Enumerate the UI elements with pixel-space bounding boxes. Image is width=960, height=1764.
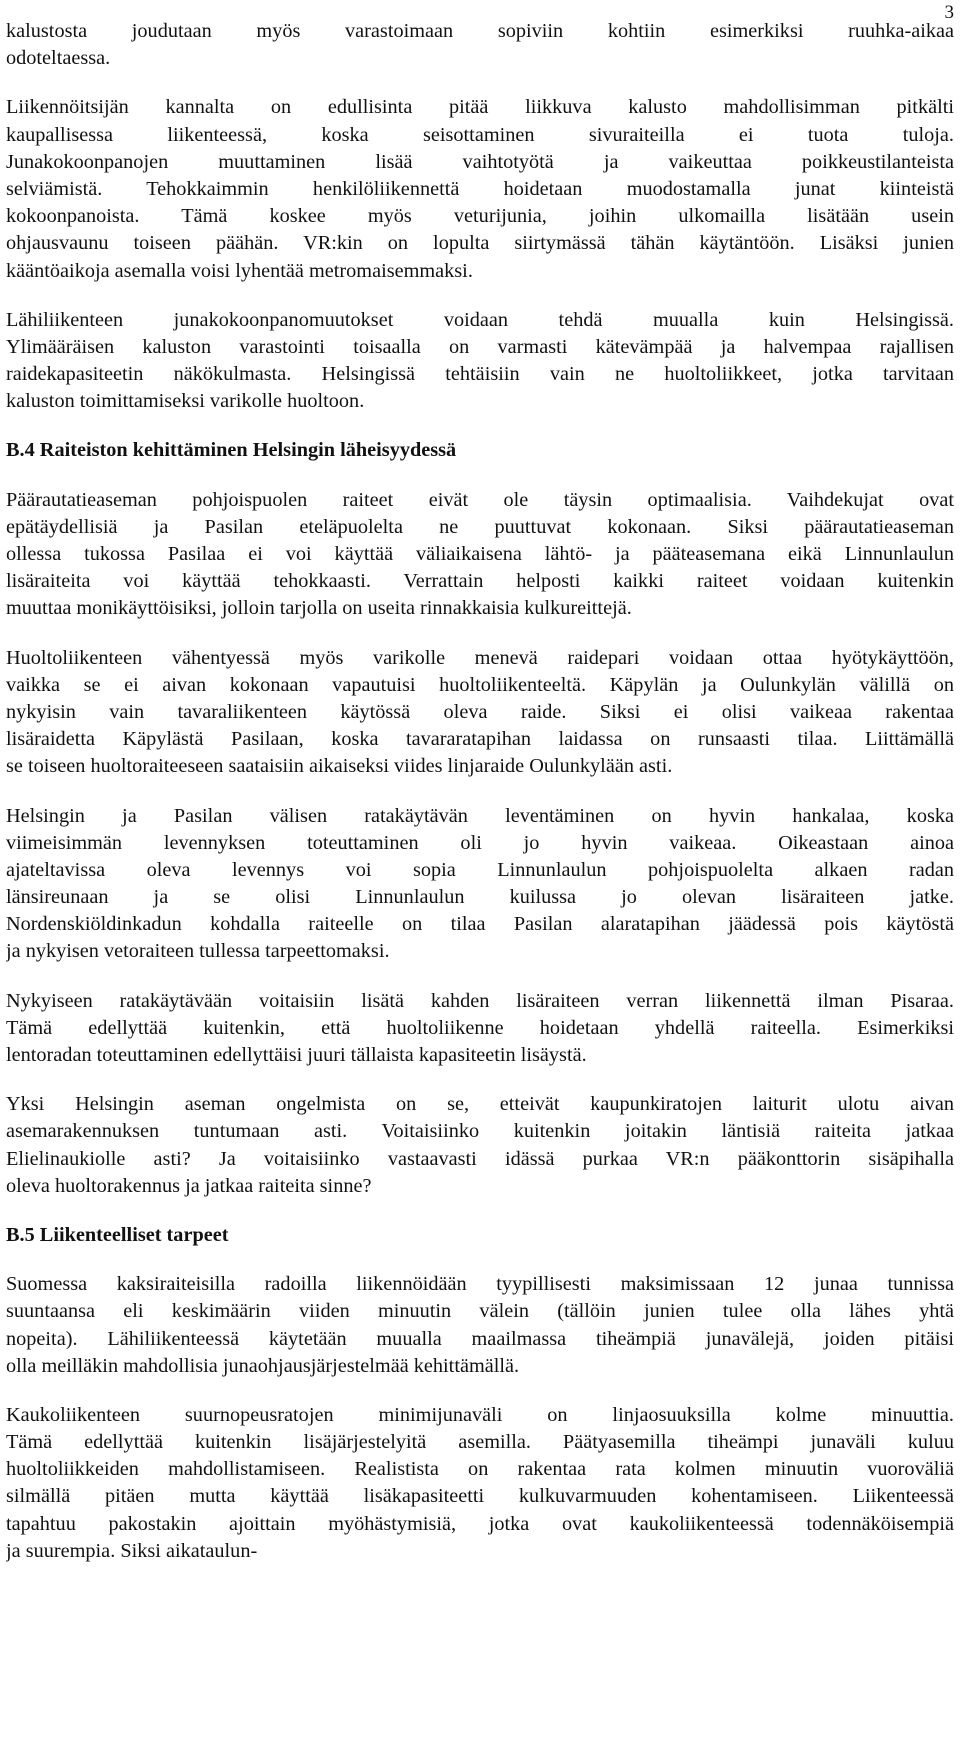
text-line: lisäraidetta Käpylästä Pasilaan, koska tavararatapihan laidassa on runsaasti tilaa. Liittämällä [6,728,954,751]
text-line: länsireunaan ja se olisi Linnunlaulun kuilussa jo olevan lisäraiteen jatke. [6,886,954,909]
paragraph [6,307,954,416]
paragraph-gap [6,1249,954,1271]
paragraph-gap [6,465,954,487]
paragraph-gap [6,1069,954,1091]
text-line: raidekapasiteetin näkökulmasta. Helsingissä tehtäisiin vain ne huoltoliikkeet, jotka tarvitaan [6,363,954,386]
paragraph [6,1402,954,1565]
text-line: kokoonpanoista. Tämä koskee myös veturijunia, joihin ulkomailla lisätään usein [6,205,954,228]
paragraph-gap [6,966,954,988]
text-line: Junakokoonpanojen muuttaminen lisää vaihtotyötä ja vaikeuttaa poikkeustilanteista [6,150,954,173]
text-line: ja suurempia. Siksi aikataulun- [6,1539,258,1562]
paragraph-gap [6,285,954,307]
text-line: Nordenskiöldinkadun kohdalla raiteelle on tilaa Pasilan alaratapihan jäädessä pois käytöstä [6,913,954,936]
text-line: Liikennöitsijän kannalta on edullisinta pitää liikkuva kalusto mahdollisimman pitkälti [6,96,954,119]
text-line: ajateltavissa oleva levennys voi sopia Linnunlaulun pohjoispuolelta alkaen radan [6,858,954,881]
text-line: Helsingin ja Pasilan välisen ratakäytävän leventäminen on hyvin hankalaa, koska [6,804,954,827]
text-line: viimeisimmän levennyksen toteuttaminen oli jo hyvin vaikeaa. Oikeastaan ainoa [6,831,954,854]
paragraph [6,645,954,781]
text-line: ja nykyisen vetoraiteen tullessa tarpeettomaksi. [6,940,390,963]
text-line: Nykyiseen ratakäytävään voitaisiin lisätä kahden lisäraiteen verran liikennettä ilman Pisaraa. [6,989,954,1012]
text-line: vaikka se ei aivan kokonaan vapautuisi huoltoliikenteeltä. Käpylän ja Oulunkylän välillä on [6,673,954,696]
text-line: muuttaa monikäyttöisiksi, jolloin tarjolla on useita rinnakkaisia kulkureittejä. [6,597,632,620]
text-line: Tämä edellyttää kuitenkin lisäjärjestelyitä asemilla. Päätyasemilla tiheämpi junaväli kuluu [6,1431,954,1454]
text-line: lisäraiteita voi käyttää tehokkaasti. Verrattain helposti kaikki raiteet voidaan kuitenkin [6,570,954,593]
text-line: kalustosta joudutaan myös varastoimaan sopiviin kohtiin esimerkiksi ruuhka-aikaa [6,20,954,42]
paragraph [6,803,954,966]
page-number: 3 [944,2,954,23]
section-heading: B.4 Raiteiston kehittäminen Helsingin läheisyydessä [6,439,457,462]
paragraph [6,18,954,72]
text-line: Huoltoliikenteen vähentyessä myös varikolle menevä raidepari voidaan ottaa hyötykäyttöön, [6,646,954,669]
paragraph [6,988,954,1070]
text-line: huoltoliikkeiden mahdollistamiseen. Realistista on rakentaa rata kolmen minuutin vuoroväliä [6,1458,954,1481]
text-line: Kaukoliikenteen suurnopeusratojen minimijunaväli on linjaosuuksilla kolme minuuttia. [6,1403,954,1426]
text-line: kääntöaikoja asemalla voisi lyhentää metromaisemmaksi. [6,259,473,282]
paragraph-gap [6,623,954,645]
text-line: Ylimääräisen kaluston varastointi toisaalla on varmasti kätevämpää ja halvempaa rajallisen [6,335,954,358]
text-line: Elielinaukiolle asti? Ja voitaisiinko vastaavasti idässä purkaa VR:n pääkonttorin sisäpihalla [6,1147,954,1170]
text-line: asemarakennuksen tuntumaan asti. Voitaisiinko kuitenkin joitakin läntisiä raiteita jatkaa [6,1120,954,1143]
paragraph [6,1271,954,1380]
paragraph-gap [6,1200,954,1222]
text-line: selviämistä. Tehokkaimmin henkilöliikennettä hoidetaan muodostamalla junat kiinteistä [6,177,954,200]
text-line: kaluston toimittamiseksi varikolle huoltoon. [6,390,365,413]
section-heading: B.5 Liikenteelliset tarpeet [6,1223,229,1246]
text-line: Lähiliikenteen junakokoonpanomuutokset voidaan tehdä muualla kuin Helsingissä. [6,308,954,331]
paragraph [6,1091,954,1200]
paragraph-gap [6,1380,954,1402]
text-line: Yksi Helsingin aseman ongelmista on se, etteivät kaupunkiratojen laiturit ulotu aivan [6,1093,954,1116]
text-line: nykyisin vain tavaraliikenteen käytössä oleva raide. Siksi ei olisi vaikeaa rakentaa [6,700,954,723]
text-line: nopeita). Lähiliikenteessä käytetään muualla maailmassa tiheämpiä junavälejä, joiden pitäisi [6,1327,954,1350]
document-body [6,18,954,1565]
text-line: ohjausvaunu toiseen päähän. VR:kin on lopulta siirtymässä tähän käytäntöön. Lisäksi junien [6,232,954,255]
text-line: lentoradan toteuttaminen edellyttäisi juuri tällaista kapasiteetin lisäystä. [6,1044,587,1066]
text-line: Tämä edellyttää kuitenkin, että huoltoliikenne hoidetaan yhdellä raiteella. Esimerkiksi [6,1016,954,1039]
paragraph [6,487,954,623]
paragraph-gap [6,72,954,94]
text-line: ollessa tukossa Pasilaa ei voi käyttää väliaikaisena lähtö- ja pääteasemana eikä Linnunlaulun [6,543,954,565]
text-line: silmällä pitäen mutta käyttää lisäkapasiteetti kulkuvarmuuden kohentamiseen. Liikenteessä [6,1485,954,1508]
paragraph-gap [6,415,954,437]
text-line: Päärautatieaseman pohjoispuolen raiteet eivät ole täysin optimaalisia. Vaihdekujat ovat [6,488,954,511]
text-line: odoteltaessa. [6,47,111,70]
text-line: epätäydellisiä ja Pasilan eteläpuolelta ne puuttuvat kokonaan. Siksi päärautatieaseman [6,515,954,538]
text-line: Suomessa kaksiraiteisilla radoilla liikennöidään tyypillisesti maksimissaan 12 junaa tunnissa [6,1273,954,1296]
text-line: olla meilläkin mahdollisia junaohjausjärjestelmää kehittämällä. [6,1354,520,1377]
text-line: oleva huoltorakennus ja jatkaa raiteita sinne? [6,1174,372,1197]
paragraph [6,94,954,284]
text-line: suuntaansa eli keskimäärin viiden minuutin välein (tällöin junien tulee olla lähes yhtä [6,1300,954,1323]
paragraph-gap [6,781,954,803]
text-line: se toiseen huoltoraiteeseen saataisiin aikaiseksi viides linjaraide Oulunkylään asti. [6,755,673,778]
text-line: kaupallisessa liikenteessä, koska seisottaminen sivuraiteilla ei tuota tuloja. [6,123,954,146]
text-line: tapahtuu pakostakin ajoittain myöhästymisiä, jotka ovat kaukoliikenteessä todennäköisempiä [6,1512,954,1535]
